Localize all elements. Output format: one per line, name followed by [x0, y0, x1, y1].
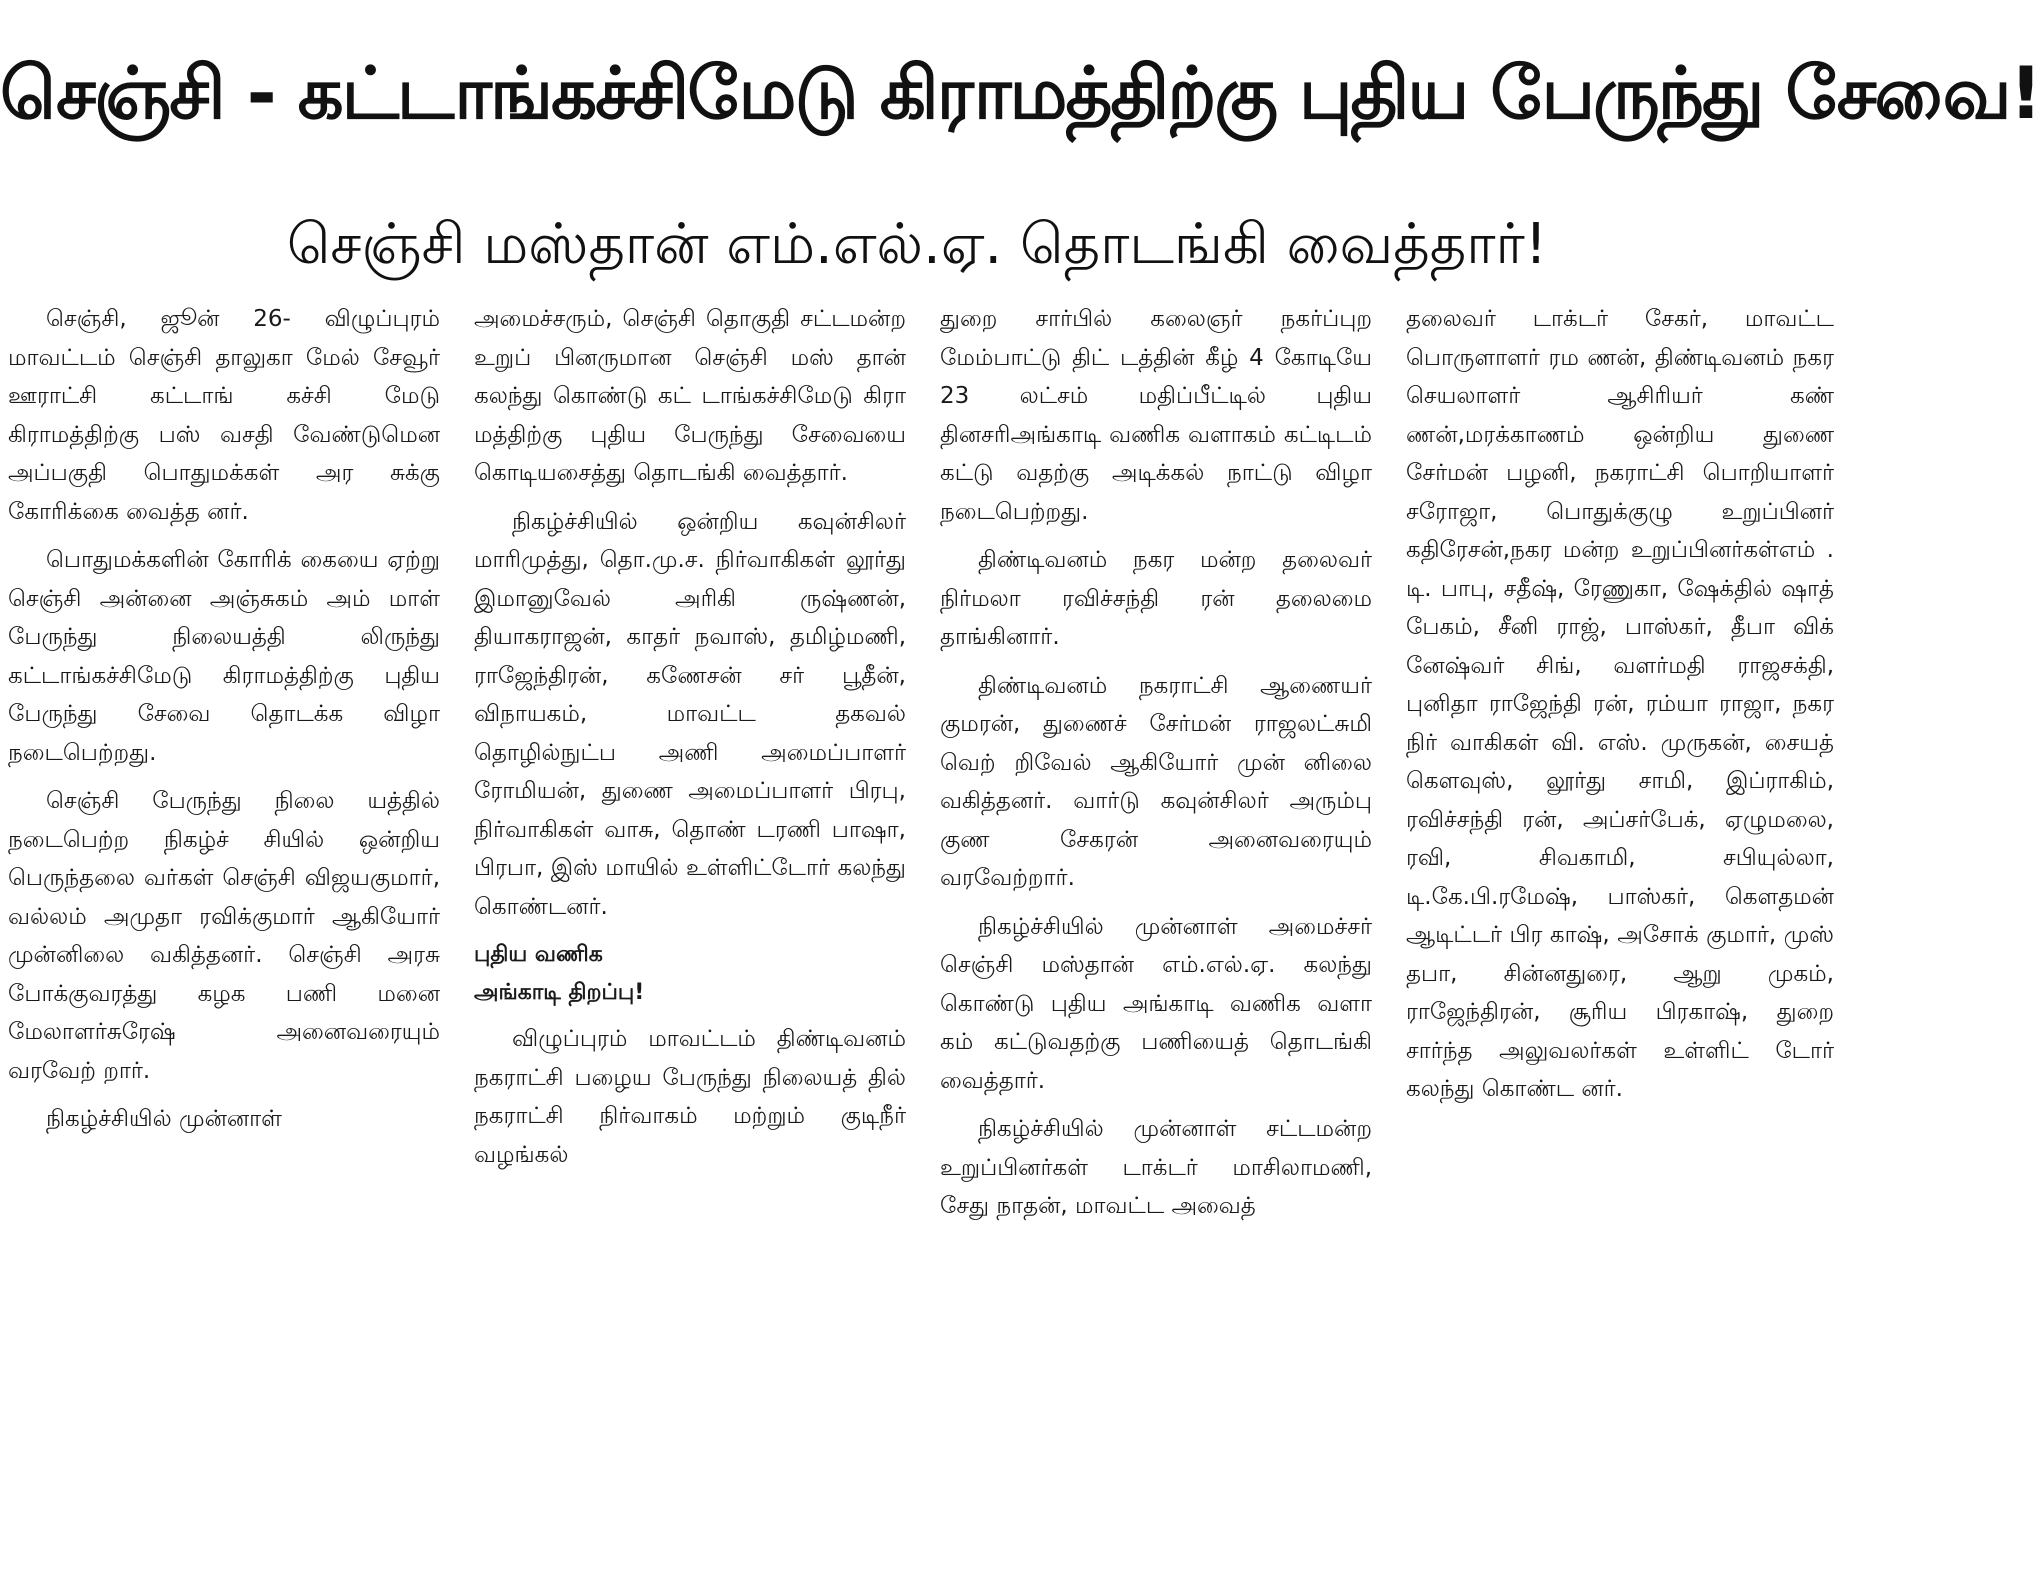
- article-column-1: [8, 300, 440, 1570]
- article-columns: [8, 300, 1834, 1570]
- article-column-4: [1406, 300, 1834, 1570]
- paragraph: விழுப்புரம் மாவட்டம் திண்டிவனம் நகராட்சி பழைய பேருந்து நிலையத் தில் நகராட்சி நிர்வாகம் மற்றும் குடிநீர் வழங்கல்: [474, 1026, 906, 1168]
- paragraph: திண்டிவனம் நகர மன்ற தலைவர் நிர்மலா ரவிச்சந்தி ரன் தலைமை தாங்கினார்.: [940, 547, 1372, 650]
- paragraph: தலைவர் டாக்டர் சேகர், மாவட்ட பொருளாளர் ரம ணன், திண்டிவனம் நகர செயலாளர் ஆசிரியர் கண் ணன்,மரக்காணம் ஒன்றிய துணை சேர்மன் பழனி, நகராட்சி பொறியாளர் சரோஜா, பொதுக்குழு உறுப்பினர் கதிரேசன்,நகர மன்ற உறுப்பினர்கள்எம் . டி. பாபு, சதீஷ், ரேணுகா, ஷேக்தில் ஷாத் பேகம், சீனி ராஜ், பாஸ்கர், தீபா விக் னேஷ்வர் சிங், வளர்மதி ராஜசக்தி, புனிதா ராஜேந்தி ரன், ரம்யா ராஜா, நகர நிர் வாகிகள் வி. எஸ். முருகன், சையத் கௌவுஸ், லூர்து சாமி, இப்ராகிம், ரவிச்சந்தி ரன், அப்சர்பேக், ஏழுமலை, ரவி, சிவகாமி, சபியுல்லா, டி.கே.பி.ரமேஷ், பாஸ்கர், கௌதமன் ஆடிட்டர் பிர காஷ், அசோக் குமார், முஸ் தபா, சின்னதுரை, ஆறு முகம், ராஜேந்திரன், சூரிய பிரகாஷ், துறை சார்ந்த அலுவலர்கள் உள்ளிட் டோர் கலந்து கொண்ட னர்.: [1406, 306, 1834, 1102]
- paragraph: பொதுமக்களின் கோரிக் கையை ஏற்று செஞ்சி அன்னை அஞ்சுகம் அம் மாள் பேருந்து நிலையத்தி லிருந்து கட்டாங்கச்சிமேடு கிராமத்திற்கு புதிய பேருந்து சேவை தொடக்க விழா நடைபெற்றது.: [8, 547, 440, 766]
- paragraph: செஞ்சி, ஜூன் 26- விழுப்புரம் மாவட்டம் செஞ்சி தாலுகா மேல் சேவூர் ஊராட்சி கட்டாங் கச்சி மேடு கிராமத்திற்கு பஸ் வசதி வேண்டுமென அப்பகுதி பொதுமக்கள் அர சுக்கு கோரிக்கை வைத்த னர்.: [8, 306, 440, 525]
- paragraph: நிகழ்ச்சியில் முன்னாள் அமைச்சர் செஞ்சி மஸ்தான் எம்.எல்.ஏ. கலந்து கொண்டு புதிய அங்காடி வணிக வளா கம் கட்டுவதற்கு பணியைத் தொடங்கி வைத்தார்.: [940, 913, 1372, 1094]
- paragraph: திண்டிவனம் நகராட்சி ஆணையர் குமரன், துணைச் சேர்மன் ராஜலட்சுமி வெற் றிவேல் ஆகியோர் முன் னிலை வகித்தனர். வார்டு கவுன்சிலர் அரும்பு குண சேகரன் அனைவரையும் வரவேற்றார்.: [940, 672, 1372, 891]
- paragraph: செஞ்சி பேருந்து நிலை யத்தில் நடைபெற்ற நிகழ்ச் சியில் ஒன்றிய பெருந்தலை வர்கள் செஞ்சி விஜயகுமார், வல்லம் அமுதா ரவிக்குமார் ஆகியோர் முன்னிலை வகித்தனர். செஞ்சி அரசு போக்குவரத்து கழக பணி மனை மேலாளர்சுரேஷ் அனைவரையும் வரவேற் றார்.: [8, 788, 440, 1084]
- paragraph: நிகழ்ச்சியில் முன்னாள்: [46, 1106, 282, 1132]
- section-heading: [474, 936, 906, 1012]
- article-column-3: [940, 300, 1372, 1570]
- subheadline: செஞ்சி மஸ்தான் எம்.எல்.ஏ. தொடங்கி வைத்தார்!: [286, 212, 1548, 277]
- paragraph: அமைச்சரும், செஞ்சி தொகுதி சட்டமன்ற உறுப் பினருமான செஞ்சி மஸ் தான் கலந்து கொண்டு கட் டாங்கச்சிமேடு கிரா மத்திற்கு புதிய பேருந்து சேவையை கொடியசைத்து தொடங்கி வைத்தார்.: [474, 306, 906, 486]
- headline: செஞ்சி - கட்டாங்கச்சிமேடு கிராமத்திற்கு புதிய பேருந்து சேவை!: [0, 51, 2040, 135]
- paragraph: நிகழ்ச்சியில் முன்னாள் சட்டமன்ற உறுப்பினர்கள் டாக்டர் மாசிலாமணி, சேது நாதன், மாவட்ட அவைத்: [940, 1116, 1372, 1219]
- paragraph: துறை சார்பில் கலைஞர் நகர்ப்புற மேம்பாட்டு திட் டத்தின் கீழ் 4 கோடியே 23 லட்சம் மதிப்பீட்டில் புதிய தினசரிஅங்காடி வணிக வளாகம் கட்டிடம் கட்டு வதற்கு அடிக்கல் நாட்டு விழா நடைபெற்றது.: [940, 306, 1372, 525]
- section-heading-line: புதிய வணிக: [474, 942, 603, 967]
- section-heading-line: அங்காடி திறப்பு!: [474, 980, 645, 1005]
- paragraph: நிகழ்ச்சியில் ஒன்றிய கவுன்சிலர் மாரிமுத்து, தொ.மு.ச. நிர்வாகிகள் லூர்து இமானுவேல் அரிகி ருஷ்ணன், தியாகராஜன், காதர் நவாஸ், தமிழ்மணி, ராஜேந்திரன், கணேசன் சர் பூதீன், விநாயகம், மாவட்ட தகவல் தொழில்நுட்ப அணி அமைப்பாளர் ரோமியன், துணை அமைப்பாளர் பிரபு, நிர்வாகிகள் வாசு, தொண் டரணி பாஷா, பிரபா, இஸ் மாயில் உள்ளிட்டோர் கலந்து கொண்டனர்.: [474, 508, 906, 920]
- article-column-2: [474, 300, 906, 1570]
